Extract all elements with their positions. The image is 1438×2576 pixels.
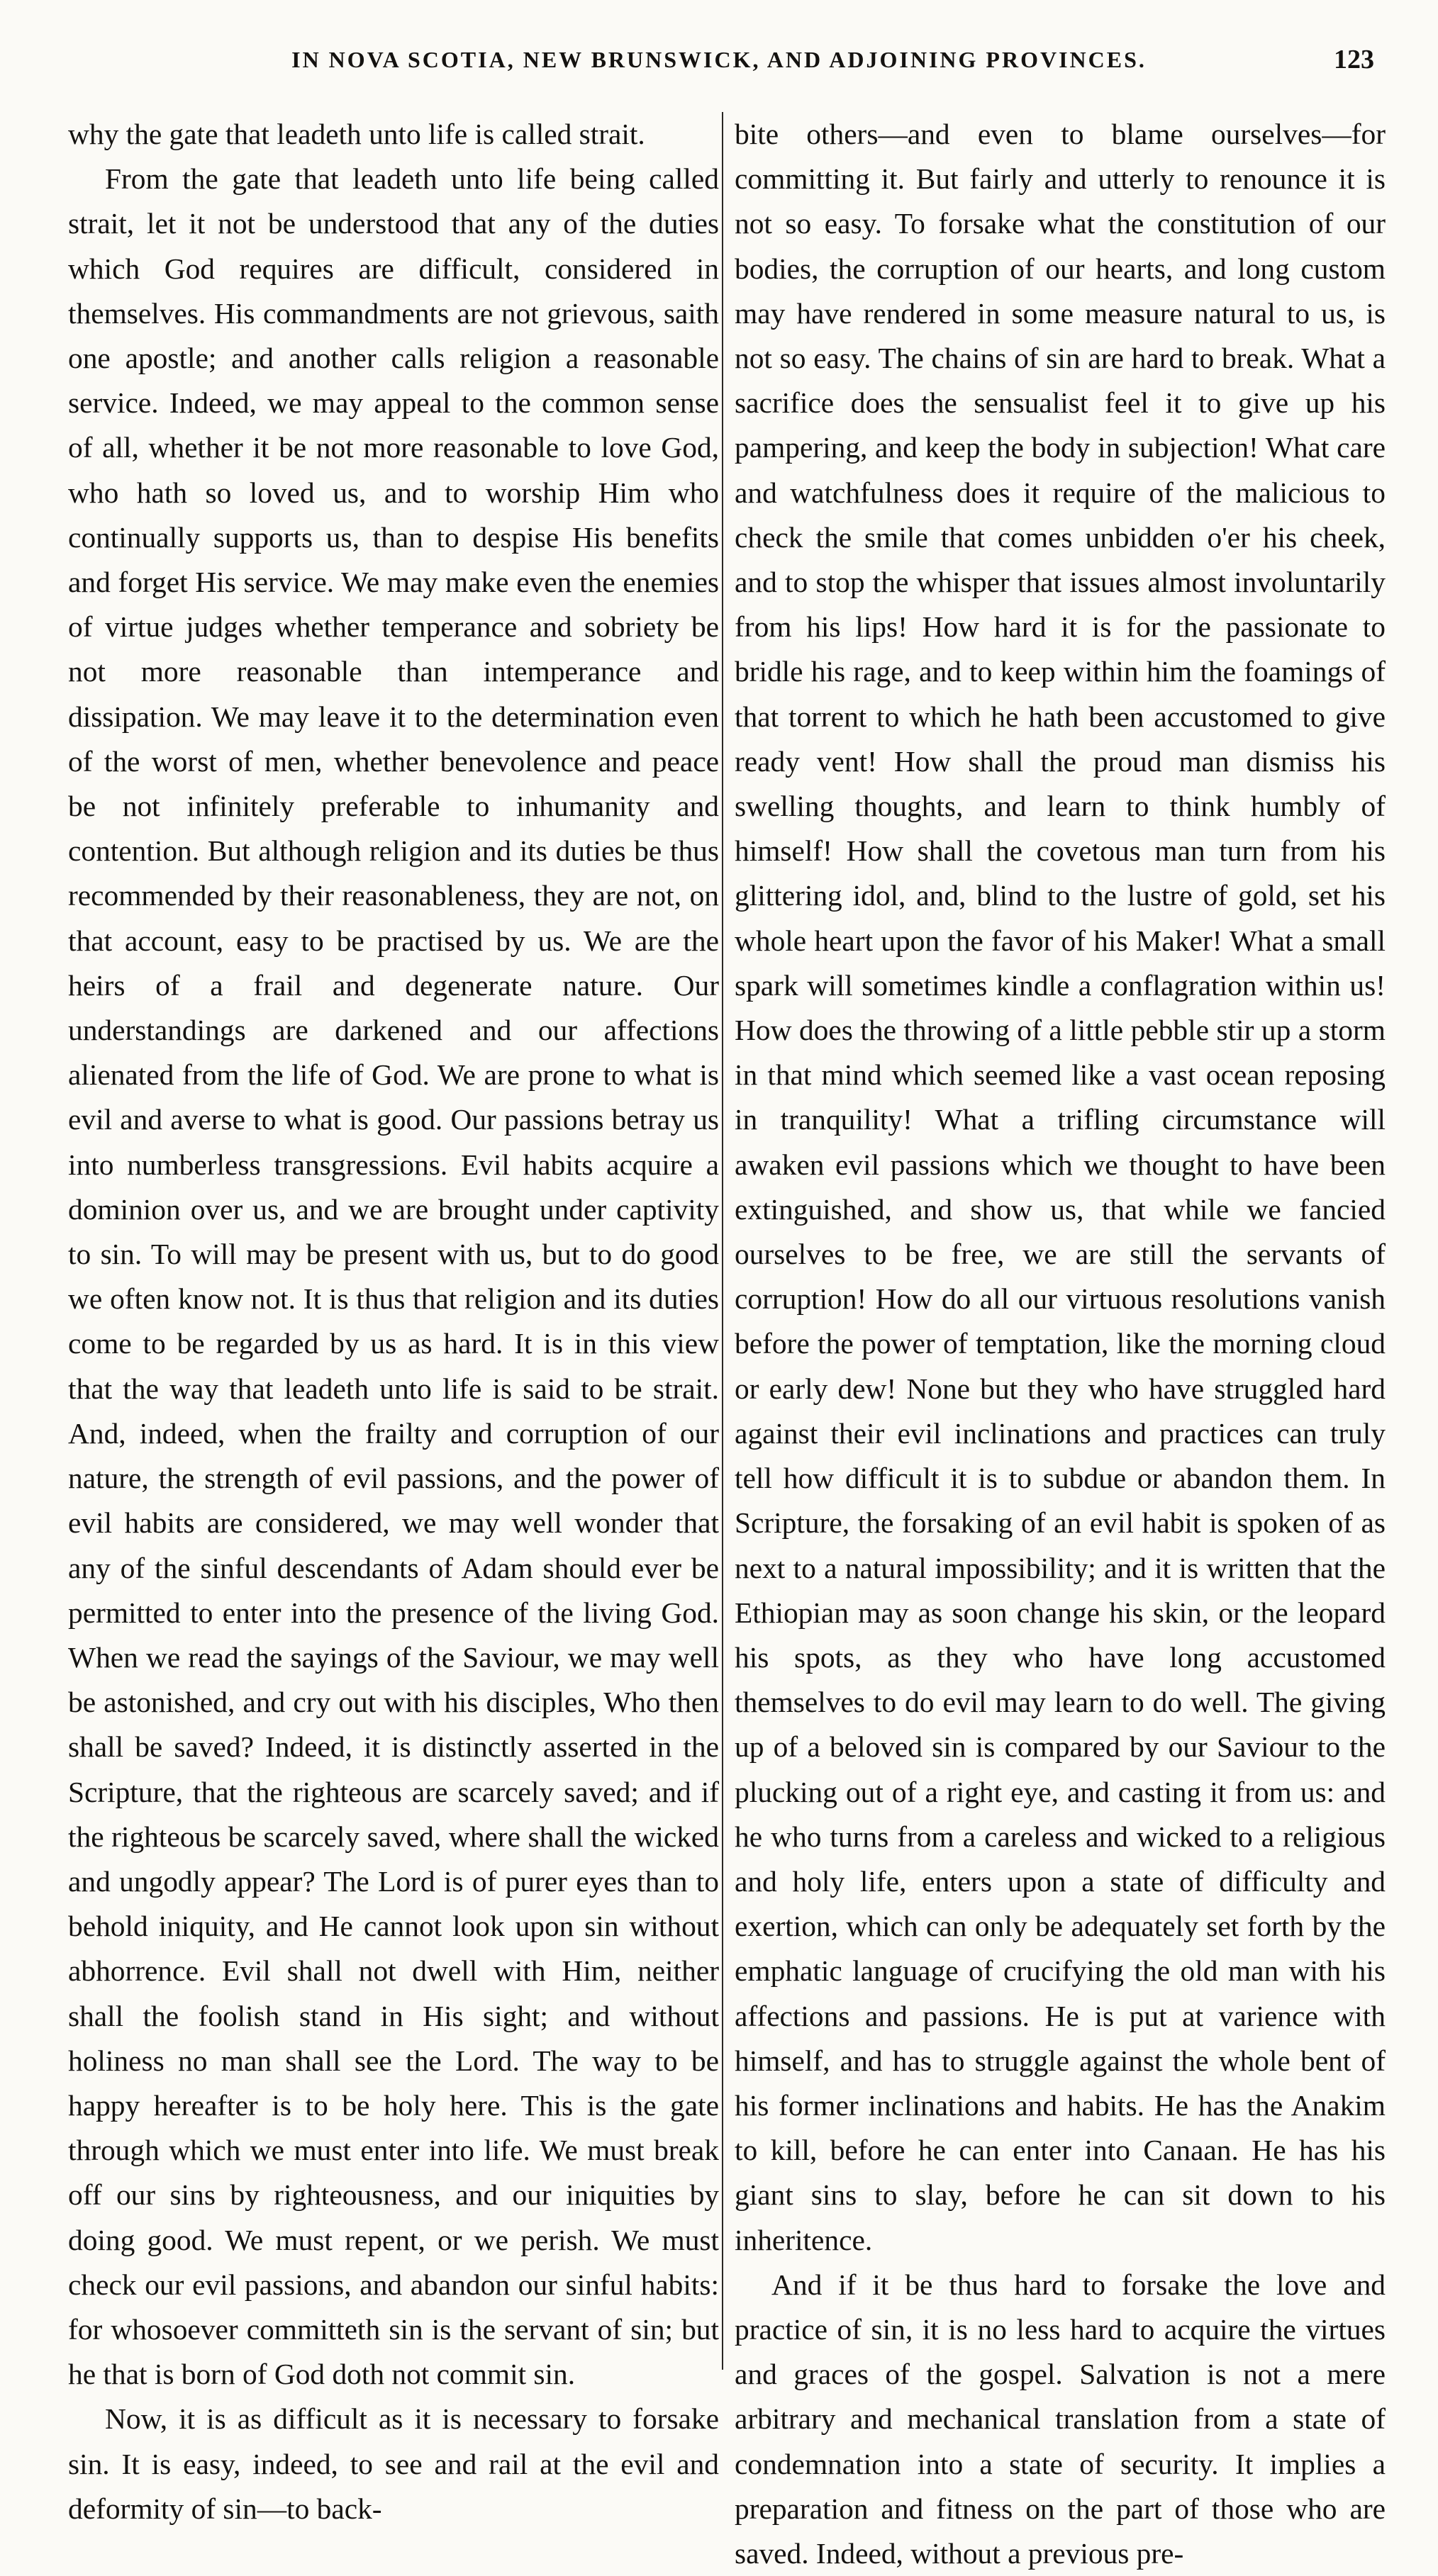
column-divider bbox=[722, 112, 723, 2370]
paragraph: And if it be thus hard to forsake the love and practice of sin, it is no less hard to acquire the virtues and graces of the gospel. Salvation is not a mere arbitrary and mechanical translation from a state of condemnation into a state of security. It implies a preparation and fitness on the part of those who are saved. Indeed, without a previous pre- bbox=[735, 2268, 1386, 2570]
paragraph: From the gate that leadeth unto life being called strait, let it not be understood that any of the duties which God requires are difficult, considered in themselves. His commandments are not grievous, saith one apostle; and another calls religion a reasonable service. Indeed, we may appeal to the common sense of all, whether it be not more reasonable to love God, who hath so loved us, and to worship Him who continually supports us, than to despise His benefits and forget His service. We may make even the enemies of virtue judges whether temperance and sobriety be not more reasonable than intemperance and dissipation. We may leave it to the determination even of the worst of men, whether benevolence and peace be not infinitely preferable to inhumanity and contention. But although religion and its duties be thus recommended by their reasonableness, they are not, on that account, easy to be practised by us. We are the heirs of a frail and degenerate nature. Our understandings are darkened and our affections alienated from the life of God. We are prone to what is evil and averse to what is good. Our passions betray us into numberless transgressions. Evil habits acquire a dominion over us, and we are brought under captivity to sin. To will may be present with us, but to do good we often know not. It is thus that religion and its duties come to be regarded by us as hard. It is in this view that the way that leadeth unto life is said to be strait. And, indeed, when the frailty and corruption of our nature, the strength of evil passions, and the power of evil habits are considered, we may well wonder that any of the sinful descendants of Adam should ever be permitted to enter into the presence of the living God. When we read the sayings of the Saviour, we may well be astonished, and cry out with his disciples, Who then shall be saved? Indeed, it is distinctly asserted in the Scripture, that the righteous are scarcely saved; and if the righteous be scarcely saved, where shall the wicked and ungodly appear? The Lord is of purer eyes than to behold iniquity, and He cannot look upon sin without abhorrence. Evil shall not dwell with Him, neither shall the foolish stand in His sight; and without holiness no man shall see the Lord. The way to be happy hereafter is to be holy here. This is the gate through which we must enter into life. We must break off our sins by righteousness, and our iniquities by doing good. We must repent, or we perish. We must check our evil passions, and abandon our sinful habits: for whosoever committeth sin is the servant of sin; but he that is born of God doth not commit sin. bbox=[68, 162, 719, 2391]
paragraph: bite others—and even to blame ourselves—for committing it. But fairly and utterly to renounce it is not so easy. To forsake what the constitution of our bodies, the corruption of our hearts, and long custom may have rendered in some measure natural to us, is not so easy. The chains of sin are hard to break. What a sacrifice does the sensualist feel it to give up his pampering, and keep the body in subjection! What care and watchfulness does it require of the malicious to check the smile that comes unbidden o'er his cheek, and to stop the whisper that issues almost involuntarily from his lips! How hard it is for the passionate to bridle his rage, and to keep within him the foamings of that torrent to which he hath been accustomed to give ready vent! How shall the proud man dismiss his swelling thoughts, and learn to think humbly of himself! How shall the covetous man turn from his glittering idol, and, blind to the lustre of gold, set his whole heart upon the favor of his Maker! What a small spark will sometimes kindle a conflagration within us! How does the throwing of a little pebble stir up a storm in that mind which seemed like a vast ocean reposing in tranquility! What a trifling circumstance will awaken evil passions which we thought to have been extinguished, and show us, that while we fancied ourselves to be free, we are still the servants of corruption! How do all our virtuous resolutions vanish before the power of temptation, like the morning cloud or early dew! None but they who have struggled hard against their evil inclinations and practices can truly tell how difficult it is to subdue or abandon them. In Scripture, the forsaking of an evil habit is spoken of as next to a natural impossibility; and it is written that the Ethiopian may as soon change his skin, or the leopard his spots, as they who have long accustomed themselves to do evil may learn to do well. The giving up of a beloved sin is compared by our Saviour to the plucking out of a right eye, and casting it from us: and he who turns from a careless and wicked to a religious and holy life, enters upon a state of difficulty and exertion, which can only be adequately set forth by the emphatic language of crucifying the old man with his affections and passions. He is put at varience with himself, and has to struggle against the whole bent of his former inclinations and habits. He has the Anakim to kill, before he can enter into Canaan. He has his giant sins to slay, before he can sit down to his inheritence. bbox=[735, 118, 1386, 2256]
paragraph: Now, it is as difficult as it is necessary to forsake sin. It is easy, indeed, to see and rail at the evil and deformity of sin—to back- bbox=[68, 2402, 719, 2525]
page-number: 123 bbox=[1334, 45, 1374, 74]
page-header bbox=[64, 41, 1374, 91]
paragraph: why the gate that leadeth unto life is called strait. bbox=[68, 118, 645, 150]
running-head: IN NOVA SCOTIA, NEW BRUNSWICK, AND ADJOINING PROVINCES. bbox=[291, 47, 1147, 72]
left-column bbox=[68, 112, 719, 2525]
right-column bbox=[735, 112, 1386, 2570]
